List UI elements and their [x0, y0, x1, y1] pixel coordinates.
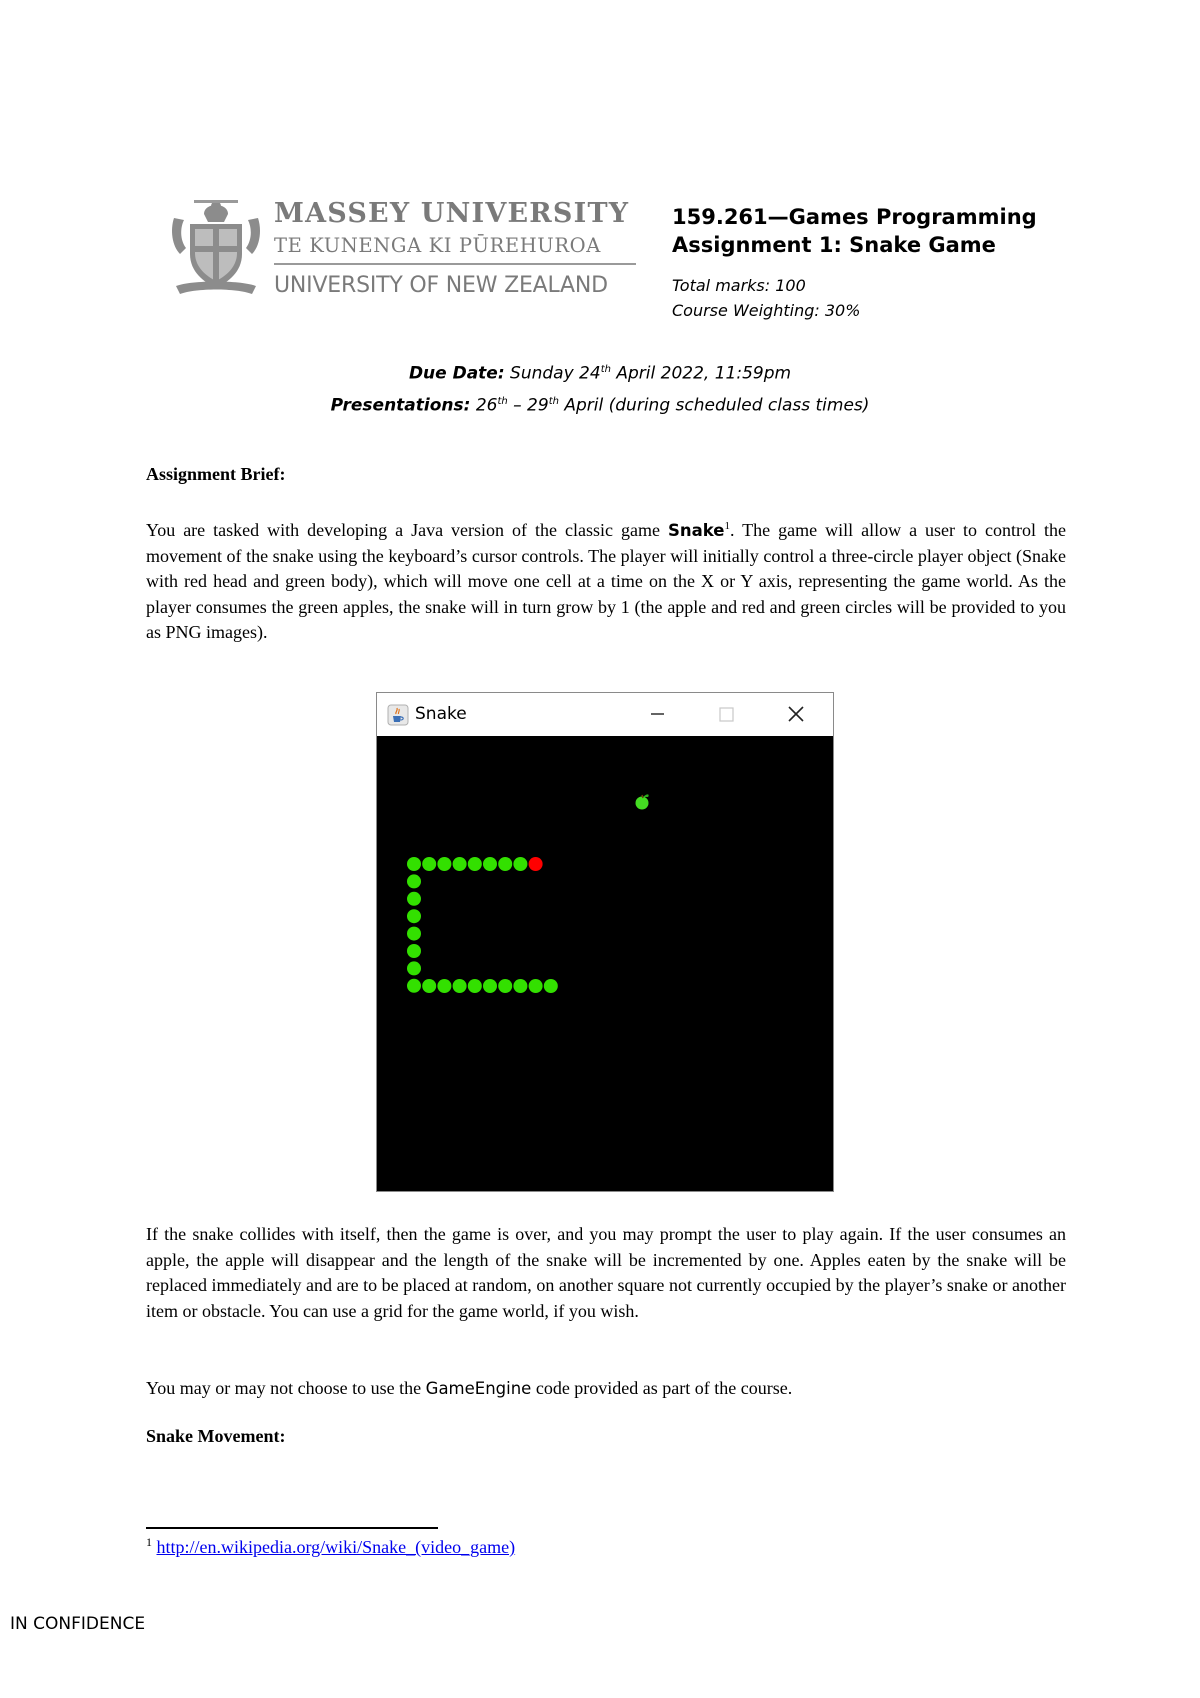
- brief-paragraph-1: [146, 514, 1066, 646]
- brief-p3-start: You may or may not choose to use the: [146, 1378, 426, 1398]
- snake-body-segment: [529, 979, 543, 993]
- snake-body-segment: [513, 857, 527, 871]
- snake-body-segment: [407, 874, 421, 888]
- due-date-rest: April 2022, 11:59pm: [610, 363, 792, 384]
- logo-divider: [274, 263, 636, 265]
- brief-paragraph-3: [146, 1376, 1066, 1402]
- footnote-number: 1: [146, 1535, 152, 1549]
- due-date-label: Due Date:: [408, 363, 505, 384]
- crest-icon: [168, 196, 264, 298]
- snake-movement-heading: Snake Movement:: [146, 1426, 286, 1446]
- footnote-divider: [146, 1527, 438, 1529]
- presentations-label: Presentations:: [330, 395, 471, 416]
- logo-line-3: UNIVERSITY OF NEW ZEALAND: [274, 273, 608, 298]
- snake-body-segment: [407, 979, 421, 993]
- snake-game-window: [376, 692, 834, 1192]
- snake-body-segment: [407, 909, 421, 923]
- snake-body-segment: [422, 857, 436, 871]
- java-cup-icon: [387, 704, 409, 726]
- snake-body-segment: [407, 927, 421, 941]
- course-header: [672, 203, 1037, 323]
- logo-wordmark: [274, 198, 636, 298]
- snake-body-segment: [437, 857, 451, 871]
- gameengine-term: GameEngine: [425, 1379, 532, 1398]
- presentations-start: 26: [470, 395, 498, 416]
- snake-body-segment: [483, 857, 497, 871]
- course-code: 159.261—Games Programming: [672, 205, 1037, 229]
- snake-body-segment: [453, 857, 467, 871]
- snake-body-segment: [513, 979, 527, 993]
- massey-university-logo: [168, 196, 642, 306]
- total-marks: Total marks: 100: [672, 276, 806, 295]
- assignment-title: Assignment 1: Snake Game: [672, 233, 996, 257]
- footnote: [146, 1535, 515, 1558]
- snake-body-segment: [483, 979, 497, 993]
- due-date-day: Sunday 24: [504, 363, 601, 384]
- snake-body-segment: [498, 979, 512, 993]
- snake-body-segment: [422, 979, 436, 993]
- due-date-suffix: th: [600, 364, 611, 375]
- minimize-icon[interactable]: [640, 699, 674, 729]
- logo-line-2: TE KUNENGA KI PŪREHUROA: [274, 234, 601, 257]
- brief-paragraph-2: If the snake collides with itself, then the game is over, and you may prompt the user to play again. If the user consumes an apple, the apple will disappear and the length of the snake will be incremented by one. Apples eaten by the snake will be replaced immediately and are to be placed at random, on another square not currently occupied by the player’s snake or another item or obstacle. You can use a grid for the game world, if you wish.: [146, 1224, 1066, 1321]
- snake-body-segment: [407, 944, 421, 958]
- window-title: Snake: [415, 704, 467, 724]
- footnote-link[interactable]: http://en.wikipedia.org/wiki/Snake_(video_game): [156, 1537, 516, 1557]
- snake-body-segment: [453, 979, 467, 993]
- course-weighting: Course Weighting: 30%: [672, 301, 861, 320]
- logo-line-1: MASSEY UNIVERSITY: [274, 198, 630, 229]
- close-icon[interactable]: [779, 699, 813, 729]
- snake-body-segment: [407, 857, 421, 871]
- presentations-suffix-2: th: [548, 395, 559, 407]
- snake-body-segment: [407, 892, 421, 906]
- snake-body-segment: [498, 857, 512, 871]
- snake-body-segment: [468, 979, 482, 993]
- snake-body-segment: [544, 979, 558, 993]
- assignment-brief-heading: Assignment Brief:: [146, 464, 286, 484]
- brief-p3-end: code provided as part of the course.: [531, 1378, 793, 1398]
- presentations-line: [0, 388, 1200, 420]
- due-date-line: [0, 356, 1200, 388]
- snake-body-segment: [437, 979, 451, 993]
- brief-p1-start: You are tasked with developing a Java version of the classic game: [146, 520, 668, 540]
- classification-label: IN CONFIDENCE: [10, 1614, 146, 1634]
- game-canvas: [377, 736, 833, 1191]
- presentations-mid: – 29: [507, 395, 549, 416]
- presentations-suffix-1: th: [497, 395, 508, 407]
- presentations-rest: April (during scheduled class times): [558, 395, 870, 416]
- window-titlebar: [377, 693, 833, 736]
- maximize-icon[interactable]: [709, 699, 743, 729]
- snake-body-segment: [468, 857, 482, 871]
- footnote-ref[interactable]: 1: [724, 520, 730, 532]
- snake-body-segment: [407, 961, 421, 975]
- snake-head: [529, 857, 543, 871]
- due-dates: [0, 356, 1200, 419]
- brief-p1-rest: . The game will allow a user to control the movement of the snake using the keyboard’s cursor controls. The player will initially control a three-circle player object (Snake with red head and green body), which will move one cell at a time on the X or Y axis, representing the game world. As the player consumes the green apples, the snake will in turn grow by 1 (the apple and red and green circles will be provided to you as PNG images).: [146, 520, 1066, 642]
- snake-term: Snake: [667, 521, 725, 540]
